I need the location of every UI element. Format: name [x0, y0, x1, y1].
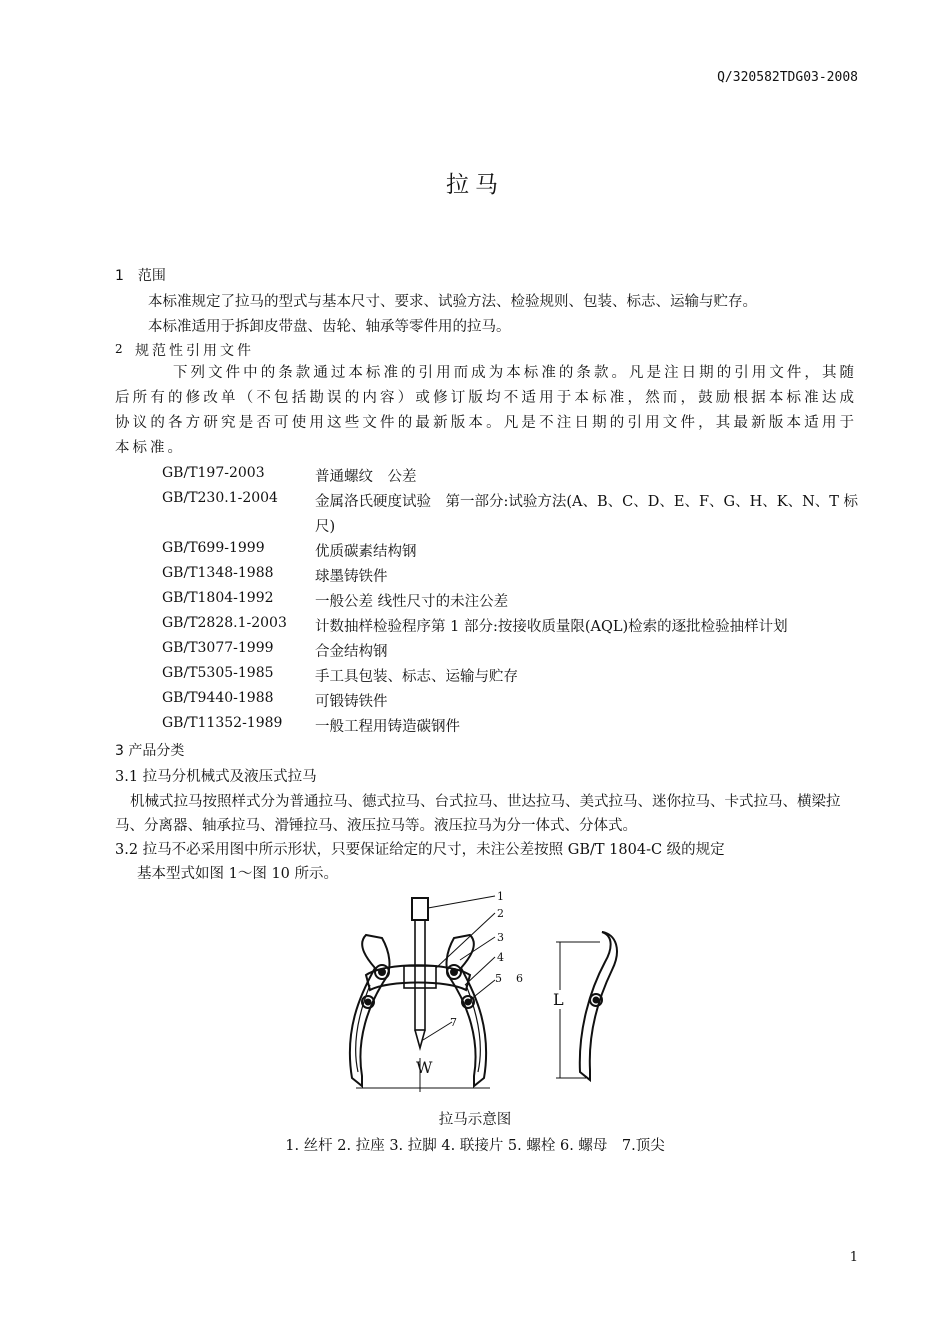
section-1-heading: 1 范围	[115, 268, 166, 284]
ref-code: GB/T2828.1-2003	[162, 615, 287, 631]
callout-7: 7	[450, 1016, 457, 1029]
ref-code: GB/T1804-1992	[162, 590, 274, 606]
section-2-paragraph: 下列文件中的条款通过本标准的引用而成为本标准的条款。凡是注日期的引用文件，其随后所有的修改单（不包括勘误的内容）或修订版均不适用于本标准，然而，鼓励根据本标准达成协议的各方研究是否可使用这些文件的最新版本。凡是不注日期的引用文件，其最新版本适用于本标准。	[115, 365, 857, 456]
ref-code: GB/T5305-1985	[162, 665, 274, 681]
ref-code: GB/T197-2003	[162, 465, 265, 481]
right-jaw	[447, 935, 487, 1086]
section-3-1-heading: 3.1 拉马分机械式及液压式拉马	[115, 769, 317, 785]
ref-code: GB/T699-1999	[162, 540, 265, 556]
ref-title: 手工具包装、标志、运输与贮存	[315, 669, 518, 685]
callout-1: 1	[497, 890, 504, 903]
section-1-line-2: 本标准适用于拆卸皮带盘、齿轮、轴承等零件用的拉马。	[148, 319, 511, 335]
spindle	[412, 898, 428, 920]
ref-code: GB/T11352-1989	[162, 715, 283, 731]
page-title: 拉马	[446, 172, 504, 198]
ref-title: 可锻铸铁件	[315, 694, 388, 710]
ref-title: 合金结构钢	[315, 644, 388, 660]
callout-5: 5	[495, 972, 502, 985]
section-2-number: 2	[115, 342, 123, 356]
page-number: 1	[849, 1250, 858, 1265]
section-2-heading: 规范性引用文件	[135, 343, 254, 359]
dimension-w-label: W	[416, 1058, 433, 1077]
callout-2: 2	[497, 907, 504, 920]
ref-code: GB/T3077-1999	[162, 640, 274, 656]
ref-code: GB/T9440-1988	[162, 690, 274, 706]
ref-title: 金属洛氏硬度试验 第一部分:试验方法(A、B、C、D、E、F、G、H、K、N、T 标尺)	[315, 494, 859, 535]
left-jaw	[350, 935, 390, 1086]
section-3-2-text: 3.2 拉马不必采用图中所示形状，只要保证给定的尺寸，未注公差按照 GB/T 1804-C 级的规定	[115, 842, 725, 858]
ref-code: GB/T230.1-2004	[162, 490, 278, 506]
ref-title: 优质碳素结构钢	[315, 544, 417, 560]
callout-3: 3	[497, 931, 504, 944]
callout-4: 4	[497, 951, 504, 964]
ref-title: 普通螺纹 公差	[315, 469, 417, 485]
dimension-l-label: L	[553, 990, 564, 1009]
figure-caption: 拉马示意图	[438, 1112, 512, 1128]
section-3-2-line-2: 基本型式如图 1～图 10 所示。	[137, 866, 339, 882]
section-3-heading: 3 产品分类	[115, 743, 185, 759]
section-1-line-1: 本标准规定了拉马的型式与基本尺寸、要求、试验方法、检验规则、包装、标志、运输与贮存。	[148, 294, 757, 310]
callout-6: 6	[516, 972, 523, 985]
ref-title: 一般工程用铸造碳钢件	[315, 719, 460, 735]
ref-title: 计数抽样检验程序第 1 部分:按接收质量限(AQL)检索的逐批检验抽样计划	[315, 619, 788, 635]
ref-title: 球墨铸铁件	[315, 569, 388, 585]
figure-legend: 1. 丝杆 2. 拉座 3. 拉脚 4. 联接片 5. 螺栓 6. 螺母 7.顶尖	[285, 1138, 665, 1154]
section-3-1-text: 机械式拉马按照样式分为普通拉马、德式拉马、台式拉马、世达拉马、美式拉马、迷你拉马、卡式拉马、横梁拉马、分离器、轴承拉马、滑锤拉马、液压拉马等。液压拉马为分一体式、分体式。	[115, 794, 841, 834]
document-number: Q/320582TDG03-2008	[717, 70, 858, 85]
ref-title: 一般公差 线性尺寸的未注公差	[315, 594, 509, 610]
ref-code: GB/T1348-1988	[162, 565, 274, 581]
